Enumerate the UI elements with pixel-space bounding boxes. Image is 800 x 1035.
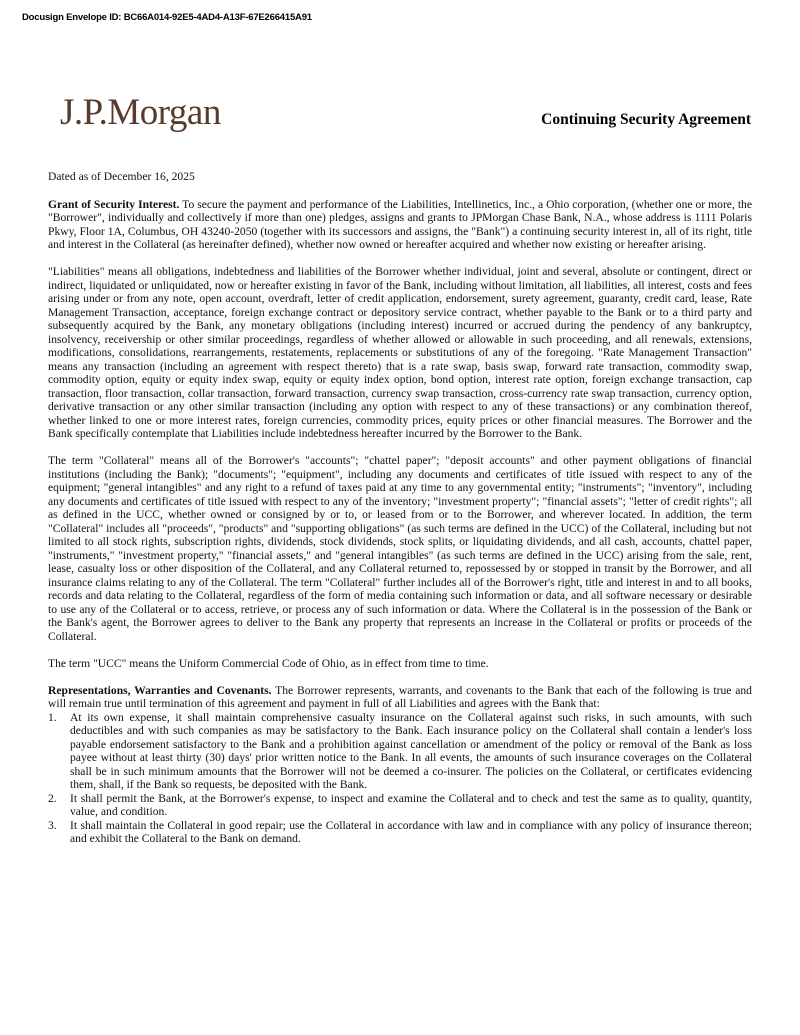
dated-line: Dated as of December 16, 2025 [48,170,195,183]
document-title: Continuing Security Agreement [541,111,751,128]
grant-text: To secure the payment and performance of the Liabilities, Intellinetics, Inc., a Ohio corporation, (whether one or more, the "Borrower", individually and collectively if more than one) pledges, assigns and grants to JPMorgan Chase Bank, N.A., whose address is 1111 Polaris Pkwy, Floor 1A, Columbus, OH 43240-2050 (together with its successors and assigns, the "Bank") a continuing security interest in, all of its right, title and interest in the Collateral (as hereinafter defined), whether now owned or hereafter acquired and whether now existing or hereafter arising. [48,197,752,251]
covenant-number: 1. [48,710,57,724]
liabilities-paragraph: "Liabilities" means all obligations, indebtedness and liabilities of the Borrower whether individual, joint and several, absolute or contingent, direct or indirect, liquidated or unliquidated, now or hereafter existing in favor of the Bank, including without limitation, all liabilities, all interest, costs and fees arising under or from any note, open account, overdraft, letter of credit application, endorsement, surety agreement, guaranty, credit card, lease, Rate Management Transaction, acceptance, foreign exchange contract or depository service contract, whether payable to the Bank or to a third party and subsequently acquired by the Bank, any monetary obligations (including interest) incurred or accrued during the pendency of any bankruptcy, insolvency, receivership or other similar proceedings, regardless of whether allowed or allowable in such proceeding, and all renewals, extensions, modifications, consolidations, rearrangements, restatements, replacements or substitutions of any of the foregoing. "Rate Management Transaction" means any transaction (including an agreement with respect thereto) that is a rate swap, basis swap, forward rate transaction, commodity swap, commodity option, equity or equity index swap, equity or equity index option, bond option, interest rate option, foreign exchange transaction, cap transaction, floor transaction, collar transaction, forward transaction, currency swap transaction, cross-currency rate swap transaction, currency option, derivative transaction or any other similar transaction (including any option with respect to any of these transactions) or any combination thereof, whether linked to one or more interest rates, foreign currencies, commodity prices, equity prices or other financial measures. The Borrower and the Bank specifically contemplate that Liabilities include indebtedness hereafter incurred by the Borrower to the Bank. [48,265,752,440]
covenant-number: 3. [48,818,57,832]
covenant-text: It shall permit the Bank, at the Borrower's expense, to inspect and examine the Collateral and to check and test the same as to quality, quantity, value, and condition. [70,791,752,818]
covenant-text: At its own expense, it shall maintain comprehensive casualty insurance on the Collateral against such risks, in such amounts, with such deductibles and with such companies as may be satisfactory to the Bank. Each insurance policy on the Collateral shall contain a lender's loss payable endorsement satisfactory to the Bank and a prohibition against cancellation or amendment of the policy or removal of the Bank as loss payee without at least thirty (30) days' prior written notice to the Bank. In all events, the amounts of such insurance coverages on the Collateral shall be in such minimum amounts that the Borrower will not be deemed a co-insurer. The policies on the Collateral, or certificates evidencing them, shall, if the Bank so requests, be deposited with the Bank. [70,710,752,791]
covenants-list [48,711,752,846]
representations-paragraph [48,684,752,711]
covenant-item [48,819,752,846]
collateral-paragraph: The term "Collateral" means all of the Borrower's "accounts"; "chattel paper"; "deposit accounts" and other payment obligations of financial institutions (including the Bank); "documents"; "equipment", including any documents and certificates of title issued with respect to any of the equipment; "general intangibles" and any right to a refund of taxes paid at any time to any governmental entity; "instruments"; "inventory", including any documents and certificates of title issued with respect to any of the inventory; "investment property"; "financial assets"; "letter of credit rights"; all as defined in the UCC, whether owned or consigned by or to, or leased from or to the Borrower, and wherever located. In addition, the term "Collateral" includes all "proceeds", "products" and "supporting obligations" (as such terms are defined in the UCC) of the Collateral, including but not limited to all stock rights, subscription rights, dividends, stock dividends, stock splits, or liquidating dividends, and all cash, accounts, chattel paper, "instruments," "investment property," "financial assets," and "general intangibles" (as such terms are defined in the UCC) arising from the sale, rent, lease, casualty loss or other disposition of the Collateral, and any Collateral returned to, repossessed by or stopped in transit by the Borrower, and all insurance claims relating to any of the Collateral. The term "Collateral" further includes all of the Borrower's right, title and interest in and to all books, records and data relating to the Collateral, regardless of the form of media containing such information or data, and all software necessary or desirable to use any of the Collateral or to access, retrieve, or process any of such information or data. Where the Collateral is in the possession of the Bank or the Bank's agent, the Borrower agrees to deliver to the Bank any property that represents an increase in the Collateral or profits or proceeds of the Collateral. [48,454,752,643]
covenant-item [48,711,752,792]
ucc-paragraph: The term "UCC" means the Uniform Commercial Code of Ohio, as in effect from time to time. [48,656,489,670]
covenant-text: It shall maintain the Collateral in good repair; use the Collateral in accordance with law and in compliance with any policy of insurance thereon; and exhibit the Collateral to the Bank on demand. [70,818,752,845]
docusign-envelope-id: Docusign Envelope ID: BC66A014-92E5-4AD4-A13F-67E266415A91 [22,12,312,23]
covenant-number: 2. [48,791,57,805]
jpmorgan-logo: J.P.Morgan [60,92,221,133]
grant-heading: Grant of Security Interest. [48,197,180,211]
representations-heading: Representations, Warranties and Covenants. [48,683,272,697]
grant-of-security-interest-paragraph [48,198,752,252]
document-body [48,170,752,846]
representations-text: The Borrower represents, warrants, and covenants to the Bank that each of the following is true and will remain true until termination of this agreement and payment in full of all Liabilities and agrees with the Bank that: [48,683,752,710]
covenant-item [48,792,752,819]
